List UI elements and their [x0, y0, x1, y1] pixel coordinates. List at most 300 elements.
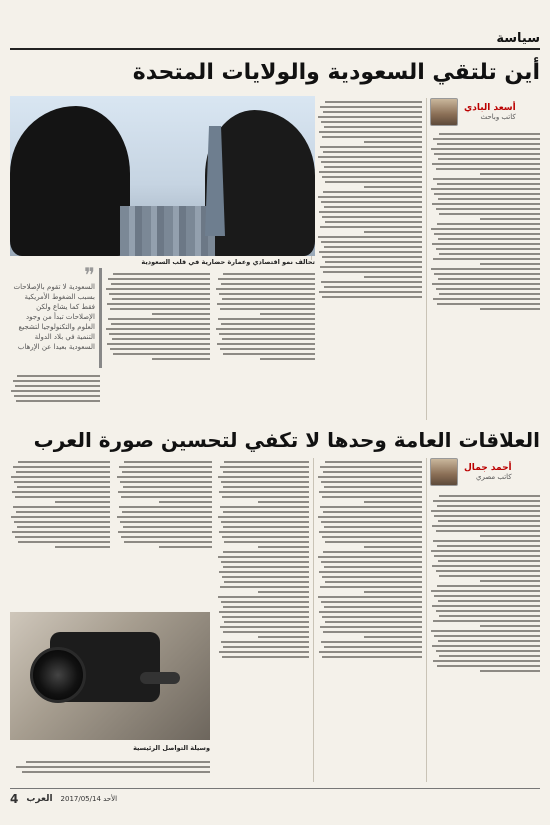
body-text-line: [119, 506, 212, 508]
body-text-line: [110, 348, 210, 350]
body-text-line: [113, 273, 210, 275]
body-text-line: [322, 576, 422, 578]
body-text-line: [319, 651, 422, 653]
body-text-line: [438, 158, 540, 160]
footer-rule: [10, 788, 540, 789]
body-text-line: [223, 273, 315, 275]
body-text-line: [13, 506, 110, 508]
author-photo: [430, 98, 458, 126]
body-text-line: [324, 486, 422, 488]
body-text-line: [434, 233, 540, 235]
body-text-line: [321, 281, 422, 283]
body-text-line: [220, 586, 309, 588]
body-text-line: [18, 461, 110, 463]
body-text-line: [222, 616, 309, 618]
body-text-line: [322, 496, 422, 498]
body-text-line: [319, 131, 422, 133]
body-text-line: [224, 621, 309, 623]
body-text-line: [431, 550, 540, 552]
body-text-line: [324, 646, 422, 648]
article-2-column-3: [217, 458, 309, 782]
section-header: [10, 30, 540, 46]
article-2-author: [430, 458, 540, 486]
body-text-line: [437, 183, 540, 185]
body-text-line: [222, 536, 309, 538]
body-text-line: [318, 476, 422, 478]
author-role: كاتب مصري: [475, 473, 512, 481]
body-text-line: [323, 631, 422, 633]
photo-1-caption: تحالف نمو اقتصادي وعمارة حضارية في قلب السعودية: [141, 258, 315, 266]
body-text-line: [323, 271, 422, 273]
body-text-line: [320, 626, 422, 628]
body-text-line: [436, 610, 541, 612]
body-text-line: [325, 221, 422, 223]
body-text-line: [433, 620, 540, 622]
body-text-line: [320, 586, 422, 588]
body-text-line: [437, 585, 540, 587]
body-text-line: [55, 546, 110, 548]
body-text-line: [439, 133, 540, 135]
body-text-line: [118, 531, 212, 533]
body-text-line: [432, 243, 540, 245]
body-text-line: [437, 505, 540, 507]
body-text-line: [109, 333, 210, 335]
body-text-line: [320, 106, 422, 108]
body-text-line: [438, 278, 540, 280]
body-text-line: [14, 521, 110, 523]
body-text-line: [159, 546, 212, 548]
body-text-line: [434, 635, 540, 637]
body-text-line: [321, 521, 422, 523]
body-text-line: [436, 248, 541, 250]
body-text-line: [16, 471, 110, 473]
body-text-line: [108, 278, 210, 280]
body-text-line: [220, 308, 315, 310]
body-text-line: [318, 116, 422, 118]
author-name: أحمد جمال: [464, 463, 512, 473]
body-text-line: [217, 343, 315, 345]
body-text-line: [159, 501, 212, 503]
body-text-line: [55, 501, 110, 503]
body-text-line: [364, 276, 422, 278]
body-text-line: [321, 241, 422, 243]
column-divider: [426, 98, 427, 420]
body-text-line: [431, 510, 540, 512]
author-photo: [430, 458, 458, 486]
body-text-line: [107, 303, 210, 305]
body-text-line: [219, 491, 309, 493]
body-text-line: [224, 461, 309, 463]
body-text-line: [437, 545, 540, 547]
body-text-line: [220, 626, 309, 628]
body-text-line: [431, 148, 540, 150]
column-divider: [313, 458, 314, 782]
body-text-line: [438, 238, 540, 240]
body-text-line: [223, 526, 309, 528]
body-text-line: [436, 288, 541, 290]
pull-quote: [10, 263, 102, 368]
body-text-line: [122, 471, 212, 473]
body-text-line: [323, 151, 422, 153]
body-text-line: [436, 650, 541, 652]
skyline-photo: [10, 96, 315, 256]
body-text-line: [319, 611, 422, 613]
body-text-line: [220, 506, 309, 508]
body-text-line: [364, 636, 422, 638]
silhouette-figure: [10, 106, 130, 256]
body-text-line: [324, 286, 422, 288]
body-text-line: [221, 323, 315, 325]
body-text-line: [437, 223, 540, 225]
body-text-line: [217, 303, 315, 305]
body-text-line: [223, 511, 309, 513]
body-text-line: [216, 328, 315, 330]
body-text-line: [112, 338, 210, 340]
body-text-line: [322, 136, 422, 138]
body-text-line: [432, 605, 540, 607]
body-text-line: [17, 526, 110, 528]
body-text-line: [221, 283, 315, 285]
body-text-line: [258, 591, 309, 593]
body-text-line: [364, 546, 422, 548]
body-text-line: [364, 231, 422, 233]
body-text-line: [218, 278, 315, 280]
body-text-line: [260, 313, 315, 315]
body-text-line: [438, 560, 540, 562]
body-text-line: [431, 268, 540, 270]
body-text-line: [218, 516, 309, 518]
page-footer: [10, 792, 540, 806]
body-text-line: [16, 400, 100, 402]
body-text-line: [438, 640, 540, 642]
article-2-column-4: [10, 458, 110, 608]
body-text-line: [480, 173, 541, 175]
body-text-line: [219, 333, 315, 335]
body-text-line: [223, 471, 309, 473]
body-text-line: [117, 476, 212, 478]
body-text-line: [219, 611, 309, 613]
body-text-line: [222, 656, 309, 658]
body-text-line: [321, 481, 422, 483]
body-text-line: [318, 596, 422, 598]
body-text-line: [319, 211, 422, 213]
body-text-line: [321, 561, 422, 563]
body-text-line: [320, 466, 422, 468]
body-text-line: [224, 581, 309, 583]
body-text-line: [324, 526, 422, 528]
body-text-line: [434, 595, 540, 597]
body-text-line: [18, 541, 110, 543]
body-text-line: [319, 171, 422, 173]
body-text-line: [321, 121, 422, 123]
author-name: أسعد البادي: [464, 103, 516, 113]
body-text-line: [432, 565, 540, 567]
body-text-line: [123, 486, 212, 488]
body-text-line: [221, 601, 309, 603]
body-text-line: [432, 283, 540, 285]
body-text-line: [122, 511, 212, 513]
body-text-line: [322, 656, 422, 658]
body-text-line: [319, 291, 422, 293]
body-text-line: [325, 461, 422, 463]
body-text-line: [106, 328, 210, 330]
body-text-line: [364, 501, 422, 503]
body-text-line: [323, 111, 422, 113]
body-text-line: [325, 541, 422, 543]
body-text-line: [322, 616, 422, 618]
body-text-line: [218, 596, 309, 598]
article-2-column-2: [317, 458, 422, 782]
camera-photo: [10, 612, 210, 740]
body-text-line: [437, 143, 540, 145]
body-text-line: [15, 496, 110, 498]
body-text-line: [322, 536, 422, 538]
body-text-line: [436, 570, 541, 572]
page-number: 4: [10, 792, 19, 806]
photo-2-caption: وسيلة التواصل الرئيسية: [133, 744, 210, 752]
body-text-line: [323, 511, 422, 513]
body-text-line: [120, 481, 212, 483]
body-text-line: [325, 181, 422, 183]
body-text-line: [434, 273, 540, 275]
body-text-line: [318, 516, 422, 518]
body-text-line: [324, 246, 422, 248]
body-text-line: [123, 526, 212, 528]
body-text-line: [220, 348, 315, 350]
body-text-line: [364, 141, 422, 143]
body-text-line: [219, 293, 315, 295]
body-text-line: [11, 476, 110, 478]
body-text-line: [113, 353, 210, 355]
body-text-line: [433, 178, 540, 180]
body-text-line: [437, 303, 540, 305]
camera-mic: [140, 672, 180, 684]
pull-quote-text: السعودية لا تقوم بالإصلاحات بسبب الضغوط الأمريكية فقط كما يشاع ولكن الإصلاحات تبدأ من وجود العلوم والتكنولوجيا لتشجيع التنمية في بلاد الدولة السعودية بعيدا عن الإرهاب: [13, 283, 95, 351]
body-text-line: [106, 288, 210, 290]
body-text-line: [439, 253, 540, 255]
body-text-line: [22, 771, 210, 773]
body-text-line: [480, 580, 541, 582]
body-text-line: [219, 571, 309, 573]
body-text-line: [258, 546, 309, 548]
article-1-author: [430, 98, 540, 126]
body-text-line: [323, 471, 422, 473]
body-text-line: [431, 590, 540, 592]
body-text-line: [120, 521, 212, 523]
body-text-line: [218, 318, 315, 320]
body-text-line: [322, 256, 422, 258]
body-text-line: [324, 206, 422, 208]
body-text-line: [218, 476, 309, 478]
body-text-line: [152, 358, 210, 360]
body-text-line: [109, 293, 210, 295]
body-text-line: [319, 251, 422, 253]
body-text-line: [432, 645, 540, 647]
body-text-line: [325, 261, 422, 263]
body-text-line: [220, 466, 309, 468]
body-text-line: [223, 606, 309, 608]
article-1-column-5: [10, 372, 100, 420]
body-text-line: [221, 481, 309, 483]
article-2-headline: العلاقات العامة وحدها لا تكفي لتحسين صورة العرب: [33, 428, 540, 452]
body-text-line: [124, 541, 212, 543]
body-text-line: [319, 531, 422, 533]
body-text-line: [432, 525, 540, 527]
body-text-line: [480, 308, 541, 310]
body-text-line: [323, 191, 422, 193]
body-text-line: [433, 540, 540, 542]
body-text-line: [318, 156, 422, 158]
body-text-line: [438, 198, 540, 200]
body-text-line: [258, 636, 309, 638]
body-text-line: [480, 218, 541, 220]
body-text-line: [221, 561, 309, 563]
body-text-line: [110, 308, 210, 310]
article-1-headline: أين تلتقي السعودية والولايات المتحدة: [132, 60, 540, 85]
body-text-line: [431, 188, 540, 190]
body-text-line: [436, 530, 541, 532]
body-text-line: [14, 481, 110, 483]
body-text-line: [433, 660, 540, 662]
body-text-line: [318, 236, 422, 238]
body-text-line: [13, 380, 100, 382]
body-text-line: [320, 506, 422, 508]
body-text-line: [118, 491, 212, 493]
body-text-line: [433, 298, 540, 300]
body-text-line: [124, 461, 212, 463]
body-text-line: [434, 153, 540, 155]
body-text-line: [12, 491, 110, 493]
body-text-line: [111, 283, 210, 285]
body-text-line: [480, 535, 541, 537]
body-text-line: [432, 203, 540, 205]
body-text-line: [324, 166, 422, 168]
body-text-line: [325, 101, 422, 103]
body-text-line: [439, 213, 540, 215]
body-text-line: [321, 161, 422, 163]
body-text-line: [364, 591, 422, 593]
article-1-column-4: [215, 270, 315, 420]
header-rule: [10, 48, 540, 50]
body-text-line: [112, 298, 210, 300]
body-text-line: [318, 196, 422, 198]
body-text-line: [320, 266, 422, 268]
body-text-line: [26, 761, 210, 763]
body-text-line: [222, 576, 309, 578]
body-text-line: [433, 138, 540, 140]
body-text-line: [15, 536, 110, 538]
article-2-column-5: [116, 458, 212, 608]
body-text-line: [434, 555, 540, 557]
body-text-line: [436, 168, 541, 170]
article-2-column-1: [430, 492, 540, 782]
body-text-line: [16, 511, 110, 513]
body-text-line: [219, 651, 309, 653]
body-text-line: [15, 385, 100, 387]
body-text-line: [321, 201, 422, 203]
body-text-line: [319, 491, 422, 493]
body-text-line: [438, 520, 540, 522]
body-text-line: [223, 566, 309, 568]
body-text-line: [434, 193, 540, 195]
body-text-line: [439, 655, 540, 657]
body-text-line: [434, 515, 540, 517]
body-text-line: [218, 556, 309, 558]
body-text-line: [11, 390, 100, 392]
city-skyline: [120, 206, 215, 256]
body-text-line: [13, 466, 110, 468]
body-text-line: [480, 625, 541, 627]
body-text-line: [439, 495, 540, 497]
body-text-line: [364, 186, 422, 188]
body-text-line: [436, 208, 541, 210]
body-text-line: [431, 228, 540, 230]
body-text-line: [439, 615, 540, 617]
body-text-line: [432, 163, 540, 165]
body-text-line: [433, 258, 540, 260]
body-text-line: [431, 630, 540, 632]
body-text-line: [216, 288, 315, 290]
body-text-line: [11, 516, 110, 518]
article-1-column-2: [317, 98, 422, 420]
camera-lens: [30, 647, 86, 703]
body-text-line: [221, 641, 309, 643]
body-text-line: [439, 575, 540, 577]
body-text-line: [325, 621, 422, 623]
body-text-line: [325, 581, 422, 583]
body-text-line: [223, 631, 309, 633]
body-text-line: [223, 551, 309, 553]
body-text-line: [324, 566, 422, 568]
body-text-line: [258, 501, 309, 503]
body-text-line: [320, 146, 422, 148]
body-text-line: [152, 313, 210, 315]
article-1-column-3: [105, 270, 210, 420]
body-text-line: [223, 353, 315, 355]
body-text-line: [221, 521, 309, 523]
body-text-line: [480, 670, 541, 672]
body-text-line: [219, 531, 309, 533]
body-text-line: [117, 516, 212, 518]
body-text-line: [107, 343, 210, 345]
body-text-line: [111, 323, 210, 325]
body-text-line: [321, 601, 422, 603]
body-text-line: [223, 646, 309, 648]
body-text-line: [438, 600, 540, 602]
body-text-line: [319, 571, 422, 573]
masthead-logo: العرب: [26, 794, 53, 804]
body-text-line: [323, 551, 422, 553]
body-text-line: [480, 263, 541, 265]
body-text-line: [322, 216, 422, 218]
body-text-line: [320, 226, 422, 228]
body-text-line: [14, 395, 100, 397]
body-text-line: [224, 541, 309, 543]
article-1-column-1: [430, 130, 540, 420]
body-text-line: [119, 466, 212, 468]
body-text-line: [12, 531, 110, 533]
author-role: كاتب وباحث: [480, 113, 516, 121]
body-text-line: [223, 486, 309, 488]
body-text-line: [16, 766, 210, 768]
quote-mark-icon: ❞: [84, 263, 95, 287]
body-text-line: [322, 176, 422, 178]
body-text-line: [437, 665, 540, 667]
article-2-column-6: [10, 758, 210, 782]
body-text-line: [108, 318, 210, 320]
body-text-line: [17, 486, 110, 488]
column-divider: [426, 458, 427, 782]
